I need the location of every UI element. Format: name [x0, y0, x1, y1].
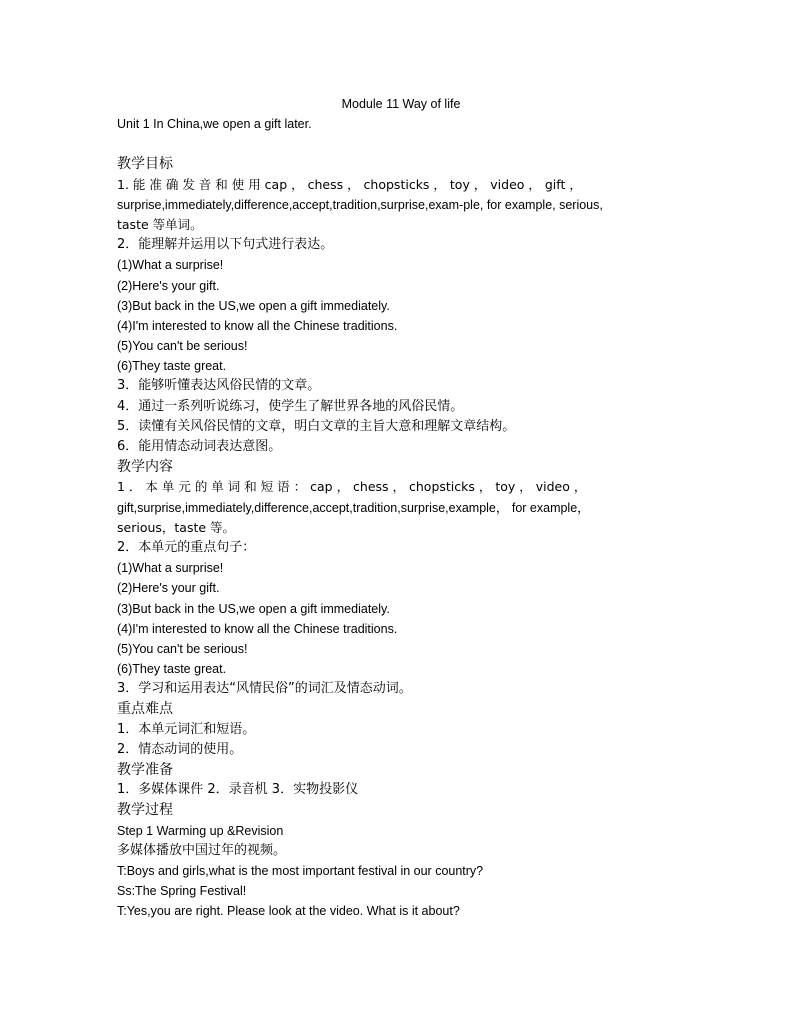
process-step-1: Step 1 Warming up &Revision — [117, 823, 284, 838]
module-title: Module 11 Way of life — [341, 97, 461, 111]
goal-item-3: 3．能够听懂表达风俗民情的文章。 — [117, 378, 321, 394]
goal-item-4: 4．通过一系列听说练习，使学生了解世界各地的风俗民情。 — [117, 398, 464, 414]
goal-item-1c: taste 等单词。 — [117, 216, 203, 232]
content-sentence: (1)What a surprise! — [117, 561, 224, 576]
unit-title: Unit 1 In China,we open a gift later. — [117, 117, 312, 131]
content-item-1c: serious，taste 等。 — [117, 519, 236, 535]
content-item-3: 3．学习和运用表达“风情民俗”的词汇及情态动词。 — [117, 681, 412, 697]
section-heading-process: 教学过程 — [117, 802, 173, 819]
keypoint-item-1: 1．本单元词汇和短语。 — [117, 721, 256, 737]
goal-sentence: (6)They taste great. — [117, 359, 227, 374]
goal-sentence: (3)But back in the US,we open a gift immediately. — [117, 298, 390, 313]
content-sentence: (2)Here's your gift. — [117, 581, 220, 596]
goal-item-2: 2．能理解并运用以下句式进行表达。 — [117, 237, 334, 253]
goal-sentence: (1)What a surprise! — [117, 258, 224, 273]
goal-item-1a: 1. 能 准 确 发 音 和 使 用 cap ， chess ， chopsticks ， toy ， video ， gift ， — [117, 176, 582, 192]
process-line-1: 多媒体播放中国过年的视频。 — [117, 842, 287, 858]
section-heading-content: 教学内容 — [117, 459, 173, 476]
goal-sentence: (4)I'm interested to know all the Chinese traditions. — [117, 318, 398, 333]
blank-line — [117, 134, 687, 154]
goal-item-6: 6．能用情态动词表达意图。 — [117, 439, 282, 454]
goal-sentence: (5)You can't be serious! — [117, 339, 248, 354]
process-line-4: T:Yes,you are right. Please look at the video. What is it about? — [117, 904, 460, 919]
goal-item-5: 5．读懂有关风俗民情的文章，明白文章的主旨大意和理解文章结构。 — [117, 418, 516, 434]
content-sentence: (3)But back in the US,we open a gift immediately. — [117, 601, 390, 616]
content-item-2: 2．本单元的重点句子： — [117, 539, 256, 555]
keypoint-item-2: 2．情态动词的使用。 — [117, 741, 243, 757]
section-heading-keypoints: 重点难点 — [117, 701, 173, 718]
goal-sentence: (2)Here's your gift. — [117, 278, 220, 293]
process-line-2: T:Boys and girls,what is the most important festival in our country? — [117, 863, 484, 878]
prep-items: 1．多媒体课件 2．录音机 3．实物投影仪 — [117, 782, 359, 798]
content-sentence: (6)They taste great. — [117, 662, 227, 677]
document-page — [117, 94, 687, 922]
content-sentence: (5)You can't be serious! — [117, 641, 248, 656]
content-sentence: (4)I'm interested to know all the Chinese traditions. — [117, 621, 398, 636]
goal-item-1b: surprise,immediately,difference,accept,tradition,surprise,exam-ple, for example, serious, — [117, 197, 603, 212]
content-item-1b: gift,surprise,immediately,difference,accept,tradition,surprise,example， for example， — [117, 500, 590, 515]
section-heading-prep: 教学准备 — [117, 762, 173, 778]
content-item-1a: 1 ． 本 单 元 的 单 词 和 短 语 ： cap ， chess ， chopsticks ， toy ， video ， — [117, 479, 587, 495]
section-heading-goals: 教学目标 — [117, 156, 173, 173]
process-line-3: Ss:The Spring Festival! — [117, 884, 247, 899]
